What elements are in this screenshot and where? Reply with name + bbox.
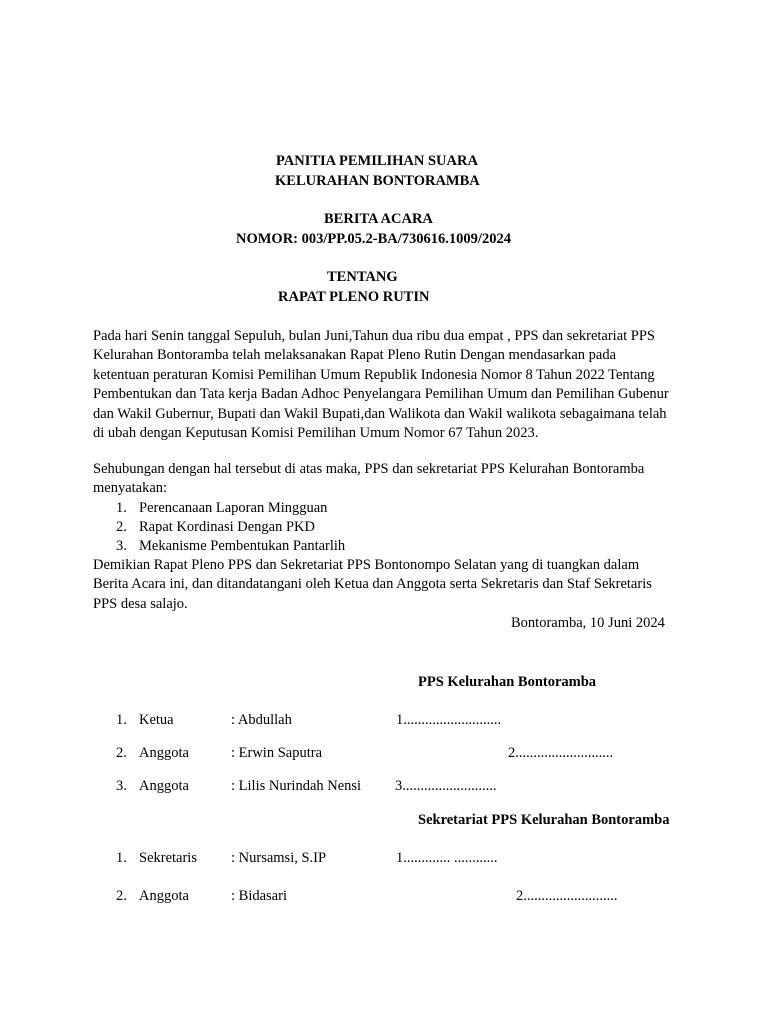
member-number: 2. [116,745,127,761]
paragraph-line: Sehubungan dengan hal tersebut di atas maka, PPS dan sekretariat PPS Kelurahan Bontoramba [93,461,645,477]
member-number: 1. [116,712,127,728]
opening-paragraph [93,327,713,443]
paragraph-line: ketentuan peraturan Komisi Pemilihan Umum Republik Indonesia Nomor 8 Tahun 2022 Tentang [93,366,655,383]
about-label: TENTANG [327,269,398,285]
member-role: Anggota [139,888,189,904]
document-title: BERITA ACARA [324,211,433,227]
place-date: Bontoramba, 10 Juni 2024 [511,615,665,631]
paragraph-line: menyatakan: [93,480,168,497]
paragraph-line: PPS desa salajo. [93,595,188,612]
member-role: Sekretaris [139,850,197,866]
member-role: Anggota [139,778,189,794]
member-number: 1. [116,850,127,866]
member-name: : Bidasari [231,888,287,904]
document-number: NOMOR: 003/PP.05.2-BA/730616.1009/2024 [236,231,511,247]
member-name: : Erwin Saputra [231,745,323,761]
agenda-number: 1. [116,500,127,516]
signature-line: 1............. ............ [396,850,498,866]
paragraph-line: dan Wakil Gubernur, Bupati dan Wakil Bupati,dan Walikota dan Wakil walikota sebagaimana telah [93,405,667,422]
header-line-2: KELURAHAN BONTORAMBA [275,173,480,189]
signature-line: 2........................... [508,745,614,761]
paragraph-line: Pembentukan dan Tata kerja Badan Adhoc Penyelangara Pemilihan Umum dan Pemilihan Gubenur [93,386,669,403]
member-name: : Abdullah [231,712,292,728]
signature-line: 1........................... [396,712,502,728]
member-role: Anggota [139,745,189,761]
member-role: Ketua [139,712,174,728]
signature-line: 3.......................... [395,778,497,794]
agenda-item: Rapat Kordinasi Dengan PKD [139,519,315,535]
member-number: 3. [116,778,127,794]
paragraph-line: Pada hari Senin tanggal Sepuluh, bulan Juni,Tahun dua ribu dua empat , PPS dan sekretariat PPS [93,328,655,344]
closing-paragraph [93,556,713,614]
agenda-item: Mekanisme Pembentukan Pantarlih [139,538,346,554]
header-line-1: PANITIA PEMILIHAN SUARA [276,153,478,169]
signature-line: 2.......................... [516,888,618,904]
paragraph-line: Kelurahan Bontoramba telah melaksanakan Rapat Pleno Rutin Dengan mendasarkan pada [93,347,617,364]
paragraph-line: Berita Acara ini, dan ditandatangani oleh Ketua dan Anggota serta Sekretaris dan Staf Sekretaris [93,576,652,593]
agenda-number: 2. [116,519,127,535]
agenda-item: Perencanaan Laporan Mingguan [139,500,328,516]
statement-paragraph [93,460,713,499]
member-name: : Nursamsi, S.IP [231,850,327,866]
member-name: : Lilis Nurindah Nensi [231,778,362,794]
member-number: 2. [116,888,127,904]
agenda-number: 3. [116,538,127,554]
pps-heading: PPS Kelurahan Bontoramba [418,674,597,690]
about-title: RAPAT PLENO RUTIN [278,289,430,305]
secretariat-heading: Sekretariat PPS Kelurahan Bontoramba [418,812,670,828]
paragraph-line: di ubah dengan Keputusan Komisi Pemilihan Umum Nomor 67 Tahun 2023. [93,425,539,442]
paragraph-line: Demikian Rapat Pleno PPS dan Sekretariat PPS Bontonompo Selatan yang di tuangkan dalam [93,557,640,573]
